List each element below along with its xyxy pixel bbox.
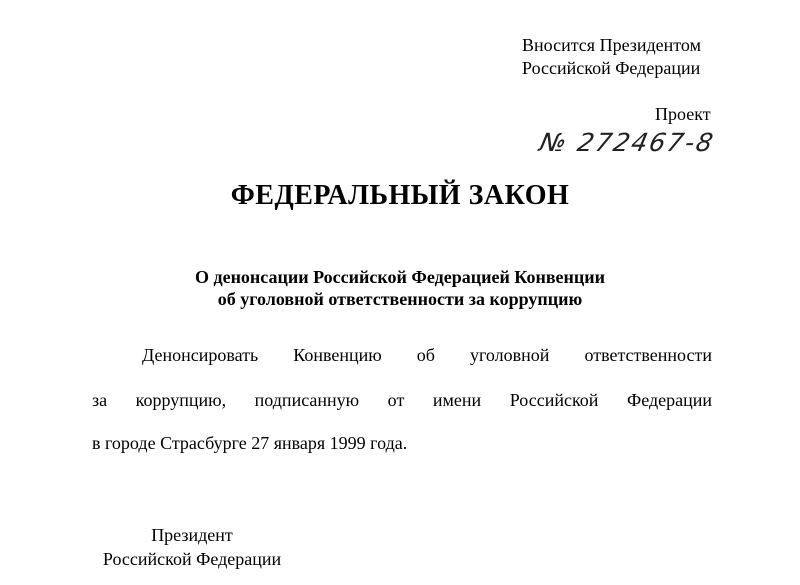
submitter-block bbox=[522, 34, 701, 80]
submitter-line-1: Вносится Президентом bbox=[522, 35, 701, 55]
signature-line-2: Российской Федерации bbox=[102, 549, 282, 569]
subject-line-1: О денонсации Российской Федерацией Конвенции bbox=[194, 267, 606, 287]
submitter-line-2: Российской Федерации bbox=[522, 58, 701, 78]
signature-block bbox=[92, 523, 292, 571]
handwritten-registration-number: № 272467-8 bbox=[536, 128, 718, 157]
law-title: ФЕДЕРАЛЬНЫЙ ЗАКОН bbox=[230, 180, 570, 211]
project-label: Проект bbox=[655, 104, 711, 124]
signature-line-1: Президент bbox=[151, 525, 233, 545]
body-line-3: в городе Страсбурге 27 января 1999 года. bbox=[92, 433, 408, 453]
body-line-2: за коррупцию, подписанную от имени Российской Федерации bbox=[92, 390, 712, 410]
subject-line-2: об уголовной ответственности за коррупцию bbox=[217, 289, 583, 309]
law-subject bbox=[0, 266, 800, 310]
body-line-1: Денонсировать Конвенцию об уголовной ответственности bbox=[142, 345, 712, 365]
